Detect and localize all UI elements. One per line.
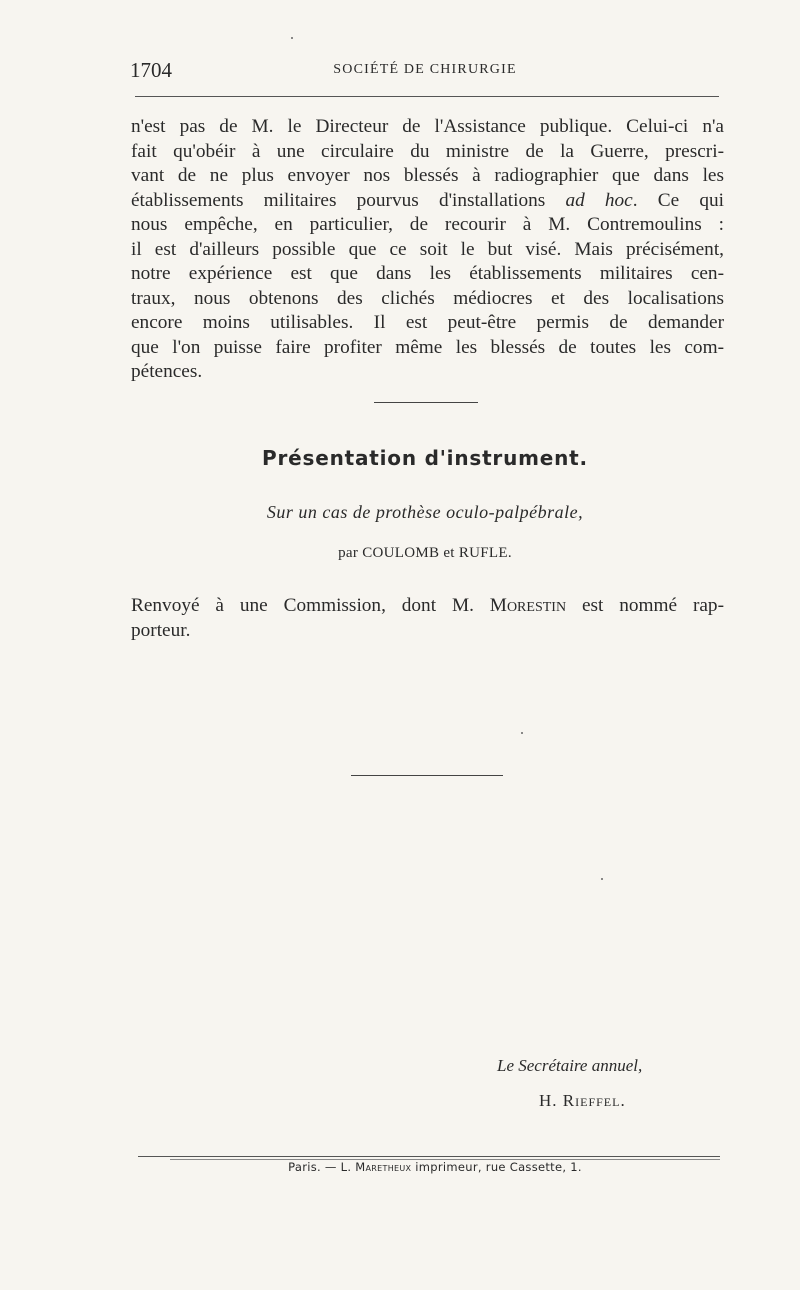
text-line: n'est pas de M. le Directeur de l'Assistance publique. Celui-ci n'a [131,116,724,137]
printer-text-end: imprimeur, rue Cassette, 1. [411,1160,582,1174]
footer-rule [138,1156,720,1157]
section-subtitle: Sur un cas de prothèse oculo-palpébrale, [266,502,584,522]
body-paragraph [131,115,724,385]
text-line: il est d'ailleurs possible que ce soit le but visé. Mais précisément, [131,238,724,260]
text-line: nous empêche, en particulier, de recourir à M. Contremoulins : [131,214,724,235]
page-header [130,58,720,82]
text-line: pétences. [131,361,203,382]
text-line [131,189,724,214]
section-divider [374,402,478,403]
text-line-end: . Ce qui [632,189,724,211]
closing-divider [351,775,503,776]
text-line: porteur. [131,620,191,641]
paper-speck [601,878,603,880]
text-line: que l'on puisse faire profiter même les blessés de toutes les com- [131,336,724,358]
paper-speck [521,732,523,734]
printer-name: Maretheux [355,1160,412,1174]
text-line: notre expérience est que dans les établissements militaires cen- [131,263,724,284]
text-line: traux, nous obtenons des clichés médiocres et des localisations [131,287,724,309]
decision-text-start: Renvoyé à une Commission, dont M. [131,595,490,616]
paper-speck [291,37,293,39]
text-line-start: établissements militaires pourvus d'installations [131,189,566,211]
signature-surname: Rieffel. [562,1091,626,1110]
decision-paragraph [131,593,724,643]
text-line [131,593,724,618]
signature-initial: H. [539,1091,563,1110]
rapporteur-name: Morestin [489,595,567,616]
page-number: 1704 [130,58,172,82]
italic-phrase: ad hoc [565,189,633,211]
header-rule [135,96,719,97]
printer-text-start: Paris. — L. [288,1160,356,1174]
text-line: fait qu'obéir à une circulaire du ministre de la Guerre, prescri- [131,140,724,162]
signature-title: Le Secrétaire annuel, [497,1056,643,1075]
signature-name [539,1091,626,1111]
text-line: encore moins utilisables. Il est peut-être permis de demander [131,312,724,333]
byline: par COULOMB et RUFLE. [338,545,512,561]
section-title: Présentation d'instrument. [262,446,588,470]
printer-imprint [130,1160,740,1174]
decision-text-end: est nommé rap- [566,595,724,616]
text-line: vant de ne plus envoyer nos blessés à radiographier que dans les [131,165,724,186]
running-title: SOCIÉTÉ DE CHIRURGIE [333,62,517,77]
